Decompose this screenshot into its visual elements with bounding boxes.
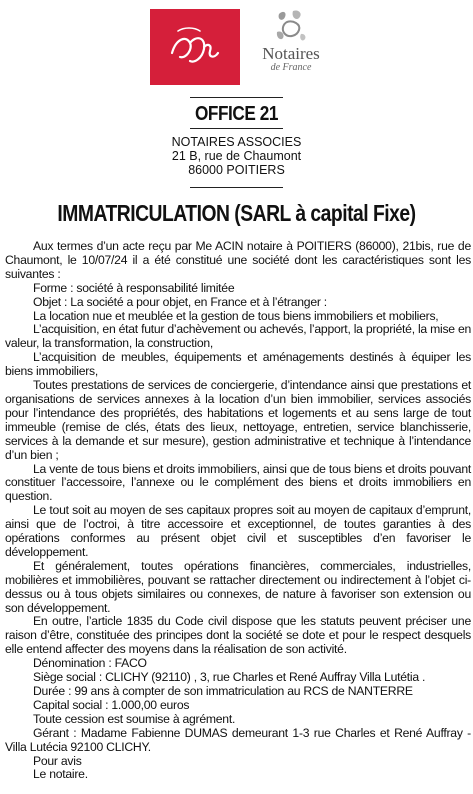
paragraph: En outre, l’article 1835 du Code civil dispose que les statuts peuvent préciser une raison d’être, constituée des principes dont la société se dote et pour le respect desquels elle entend affecter des moyens dans la réalisation de son activité. — [5, 614, 471, 657]
paragraph: Capital social : 1.000,00 euros — [33, 697, 190, 712]
office-line: 86000 POITIERS — [188, 163, 285, 177]
paragraph: Le tout soit au moyen de ses capitaux propres soit au moyen de capitaux d’emprunt, ainsi que de l’octroi, à titre accessoire et exceptionnel, de toutes garanties à des opérations conformes au présent objet civil et susceptibles d’en favoriser le développement. — [5, 503, 471, 559]
paragraph: Toutes prestations de services de conciergerie, d’intendance ainsi que prestations et organisations de services annexes à la location d’un bien immobilier, services associés pour l’intendance des propriétés, des habitations et logements et au sens large de tout immeuble (remise de clés, états des lieux, nettoyage, entretien, service blanchisserie, services à la demande et sur mesure), gestion administrative et technique à l’intendance d’un bien ; — [5, 378, 471, 462]
office-line: NOTAIRES ASSOCIES — [171, 135, 302, 149]
paragraph: Pour avis — [33, 753, 82, 768]
office-address — [0, 135, 473, 177]
notaires-de-france-brand — [246, 8, 336, 88]
paragraph: L’acquisition de meubles, équipements et aménagements destinés à équiper les biens immobiliers, — [5, 350, 471, 379]
paragraph: Durée : 99 ans à compter de son immatriculation au RCS de NANTERRE — [33, 684, 413, 698]
paragraph: Le notaire. — [33, 767, 88, 782]
paragraph: Gérant : Madame Fabienne DUMAS demeurant 1-3 rue Charles et René Auffray - Villa Lutécia 92100 CLICHY. — [5, 725, 471, 754]
notaires-emblem-icon — [271, 8, 311, 44]
paragraph: Toute cession est soumise à agrément. — [33, 711, 236, 726]
notice-title: IMMATRICULATION (SARL à capital Fixe) — [57, 200, 416, 226]
header — [0, 0, 473, 94]
brand-subtitle: de France — [270, 62, 312, 73]
office-name: OFFICE 21 — [194, 103, 279, 125]
paragraph: Objet : La société a pour objet, en France et à l’étranger : — [33, 294, 327, 309]
paragraph: L’acquisition, en état futur d’achèvement ou achevés, l’apport, la propriété, la mise en valeur, la transformation, la construction, — [5, 322, 472, 351]
notice-body — [5, 240, 471, 782]
notary-logo — [150, 9, 240, 85]
top-divider — [190, 97, 283, 98]
paragraph: Aux termes d’un acte reçu par Me ACIN notaire à POITIERS (86000), 21bis, rue de Chaumont, le 10/07/24 il a été constitué une société dont les caractéristiques sont les suivantes : — [5, 239, 471, 281]
paragraph: La location nue et meublée et la gestion de tous biens immobiliers et mobiliers, — [33, 308, 439, 323]
paragraph: Forme : société à responsabilité limitée — [33, 280, 235, 295]
notary-monogram-icon — [150, 9, 240, 85]
brand-name: Notaires — [262, 44, 320, 63]
paragraph: Et généralement, toutes opérations financières, commerciales, industrielles, mobilières et immobilières, pouvant se rattacher directement ou indirectement à l’objet ci-dessus ou à tous objets similaires ou connexes, de nature à favoriser son extension ou son développement. — [5, 558, 471, 615]
paragraph: Dénomination : FACO — [33, 656, 147, 671]
office-divider — [190, 128, 283, 129]
title-divider — [190, 187, 283, 188]
paragraph: La vente de tous biens et droits immobiliers, ainsi que de tous biens et droits pouvant constituer l’accessoire, l’annexe ou le complément des biens et droits immobiliers en question. — [5, 461, 471, 504]
office-line: 21 B, rue de Chaumont — [171, 149, 302, 163]
paragraph: Siège social : CLICHY (92110) , 3, rue Charles et René Auffray Villa Lutétia . — [33, 670, 426, 685]
